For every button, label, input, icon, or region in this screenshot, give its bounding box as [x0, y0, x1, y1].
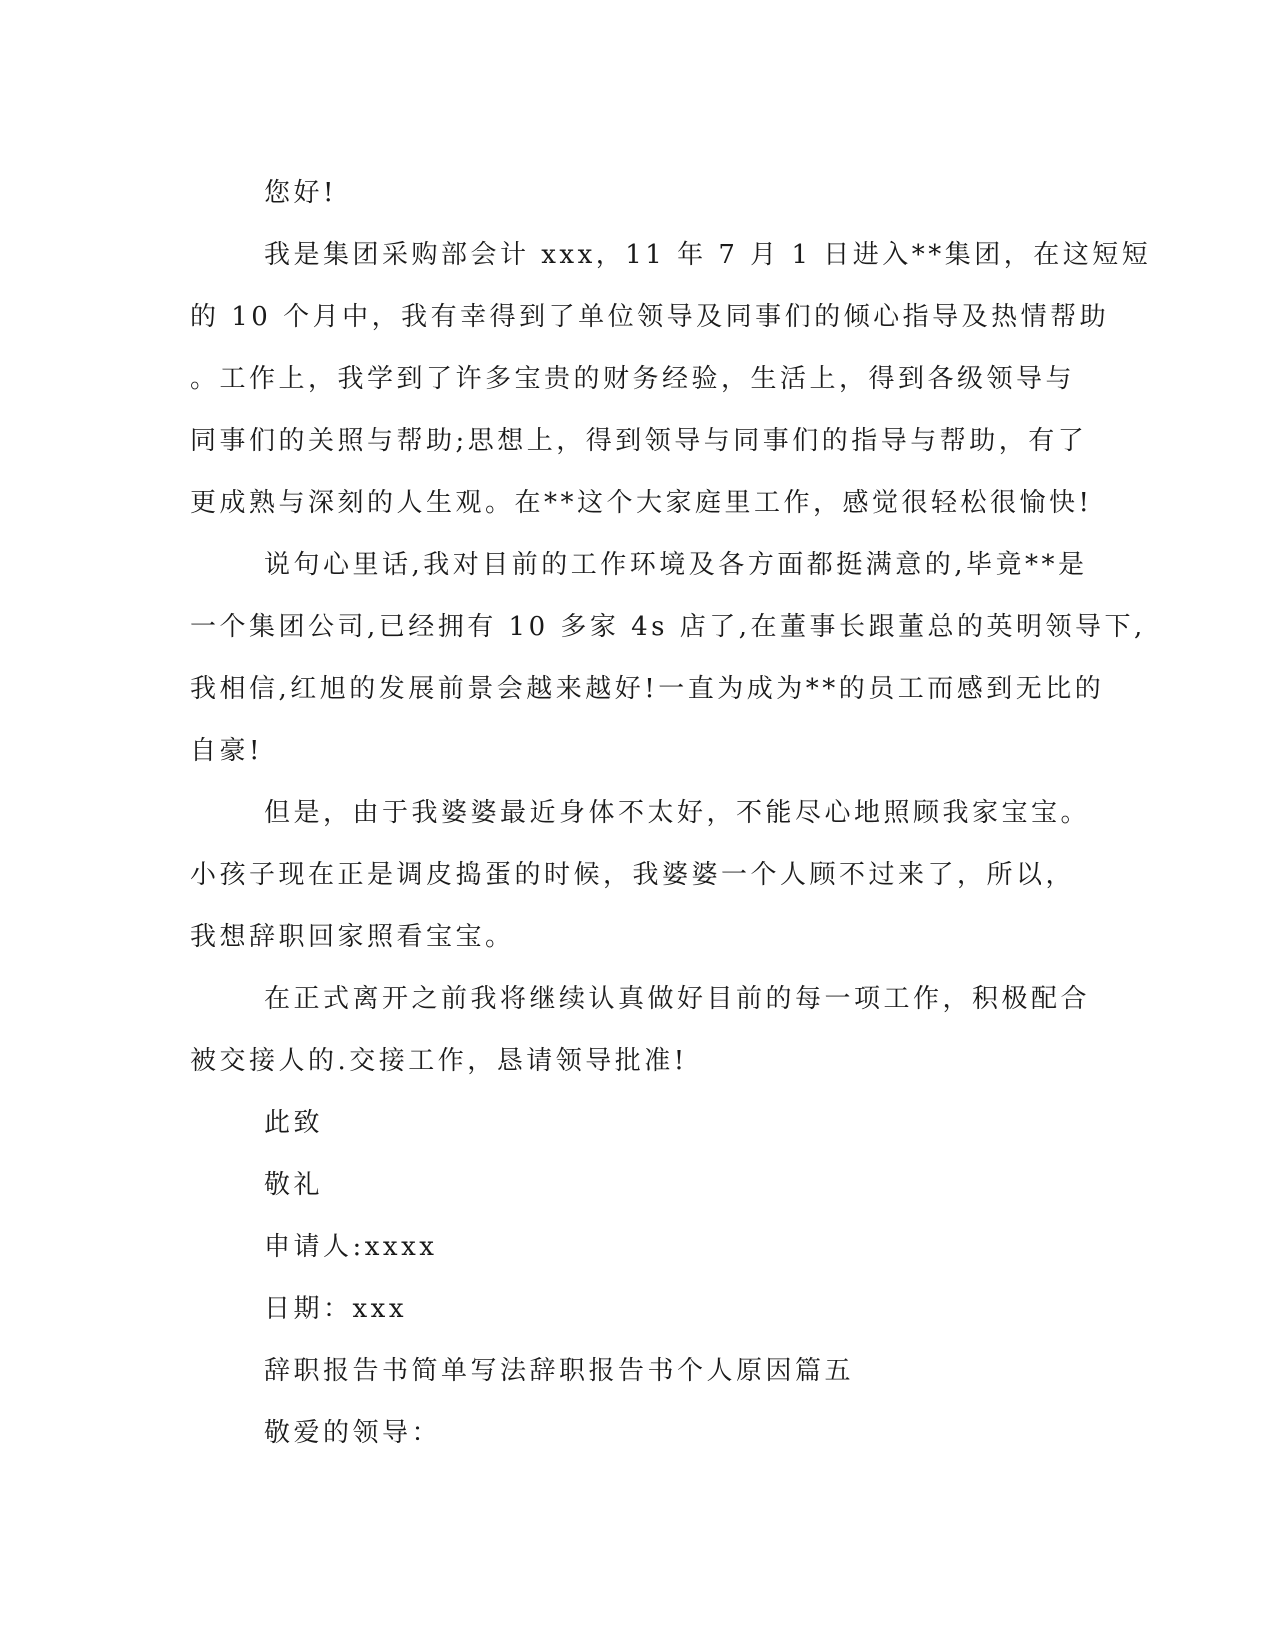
section-heading: 辞职报告书简单写法辞职报告书个人原因篇五	[264, 1356, 855, 1386]
body-line: 同事们的关照与帮助;思想上，得到领导与同事们的指导与帮助，有了	[190, 426, 1088, 456]
body-line: 我相信,红旭的发展前景会越来越好!一直为成为**的员工而感到无比的	[190, 674, 1105, 704]
body-line: 自豪!	[190, 736, 263, 766]
body-line: 我是集团采购部会计 xxx，11 年 7 月 1 日进入**集团，在这短短	[264, 240, 1152, 270]
body-line: 在正式离开之前我将继续认真做好目前的每一项工作，积极配合	[264, 984, 1091, 1014]
document-body	[190, 162, 1152, 1464]
body-line: 小孩子现在正是调皮捣蛋的时候，我婆婆一个人顾不过来了，所以，	[190, 860, 1076, 890]
body-line: 我想辞职回家照看宝宝。	[190, 922, 515, 952]
body-line: 被交接人的.交接工作，恳请领导批准!	[190, 1046, 688, 1076]
salutation-line: 敬爱的领导：	[264, 1418, 442, 1448]
closing-salute: 敬礼	[264, 1170, 324, 1200]
body-line: 一个集团公司,已经拥有 10 多家 4s 店了,在董事长跟董总的英明领导下,	[190, 612, 1146, 642]
body-line: 的 10 个月中，我有幸得到了单位领导及同事们的倾心指导及热情帮助	[190, 302, 1110, 332]
applicant-line: 申请人:xxxx	[264, 1232, 438, 1262]
date-line: 日期：xxx	[264, 1294, 407, 1324]
body-line: 但是，由于我婆婆最近身体不太好，不能尽心地照顾我家宝宝。	[264, 798, 1091, 828]
closing-line: 此致	[264, 1108, 324, 1138]
body-line: 说句心里话,我对目前的工作环境及各方面都挺满意的,毕竟**是	[264, 550, 1088, 580]
greeting-line: 您好!	[264, 178, 337, 208]
body-line: 更成熟与深刻的人生观。在**这个大家庭里工作，感觉很轻松很愉快!	[190, 488, 1093, 518]
body-line: 。工作上，我学到了许多宝贵的财务经验，生活上，得到各级领导与	[190, 364, 1076, 394]
